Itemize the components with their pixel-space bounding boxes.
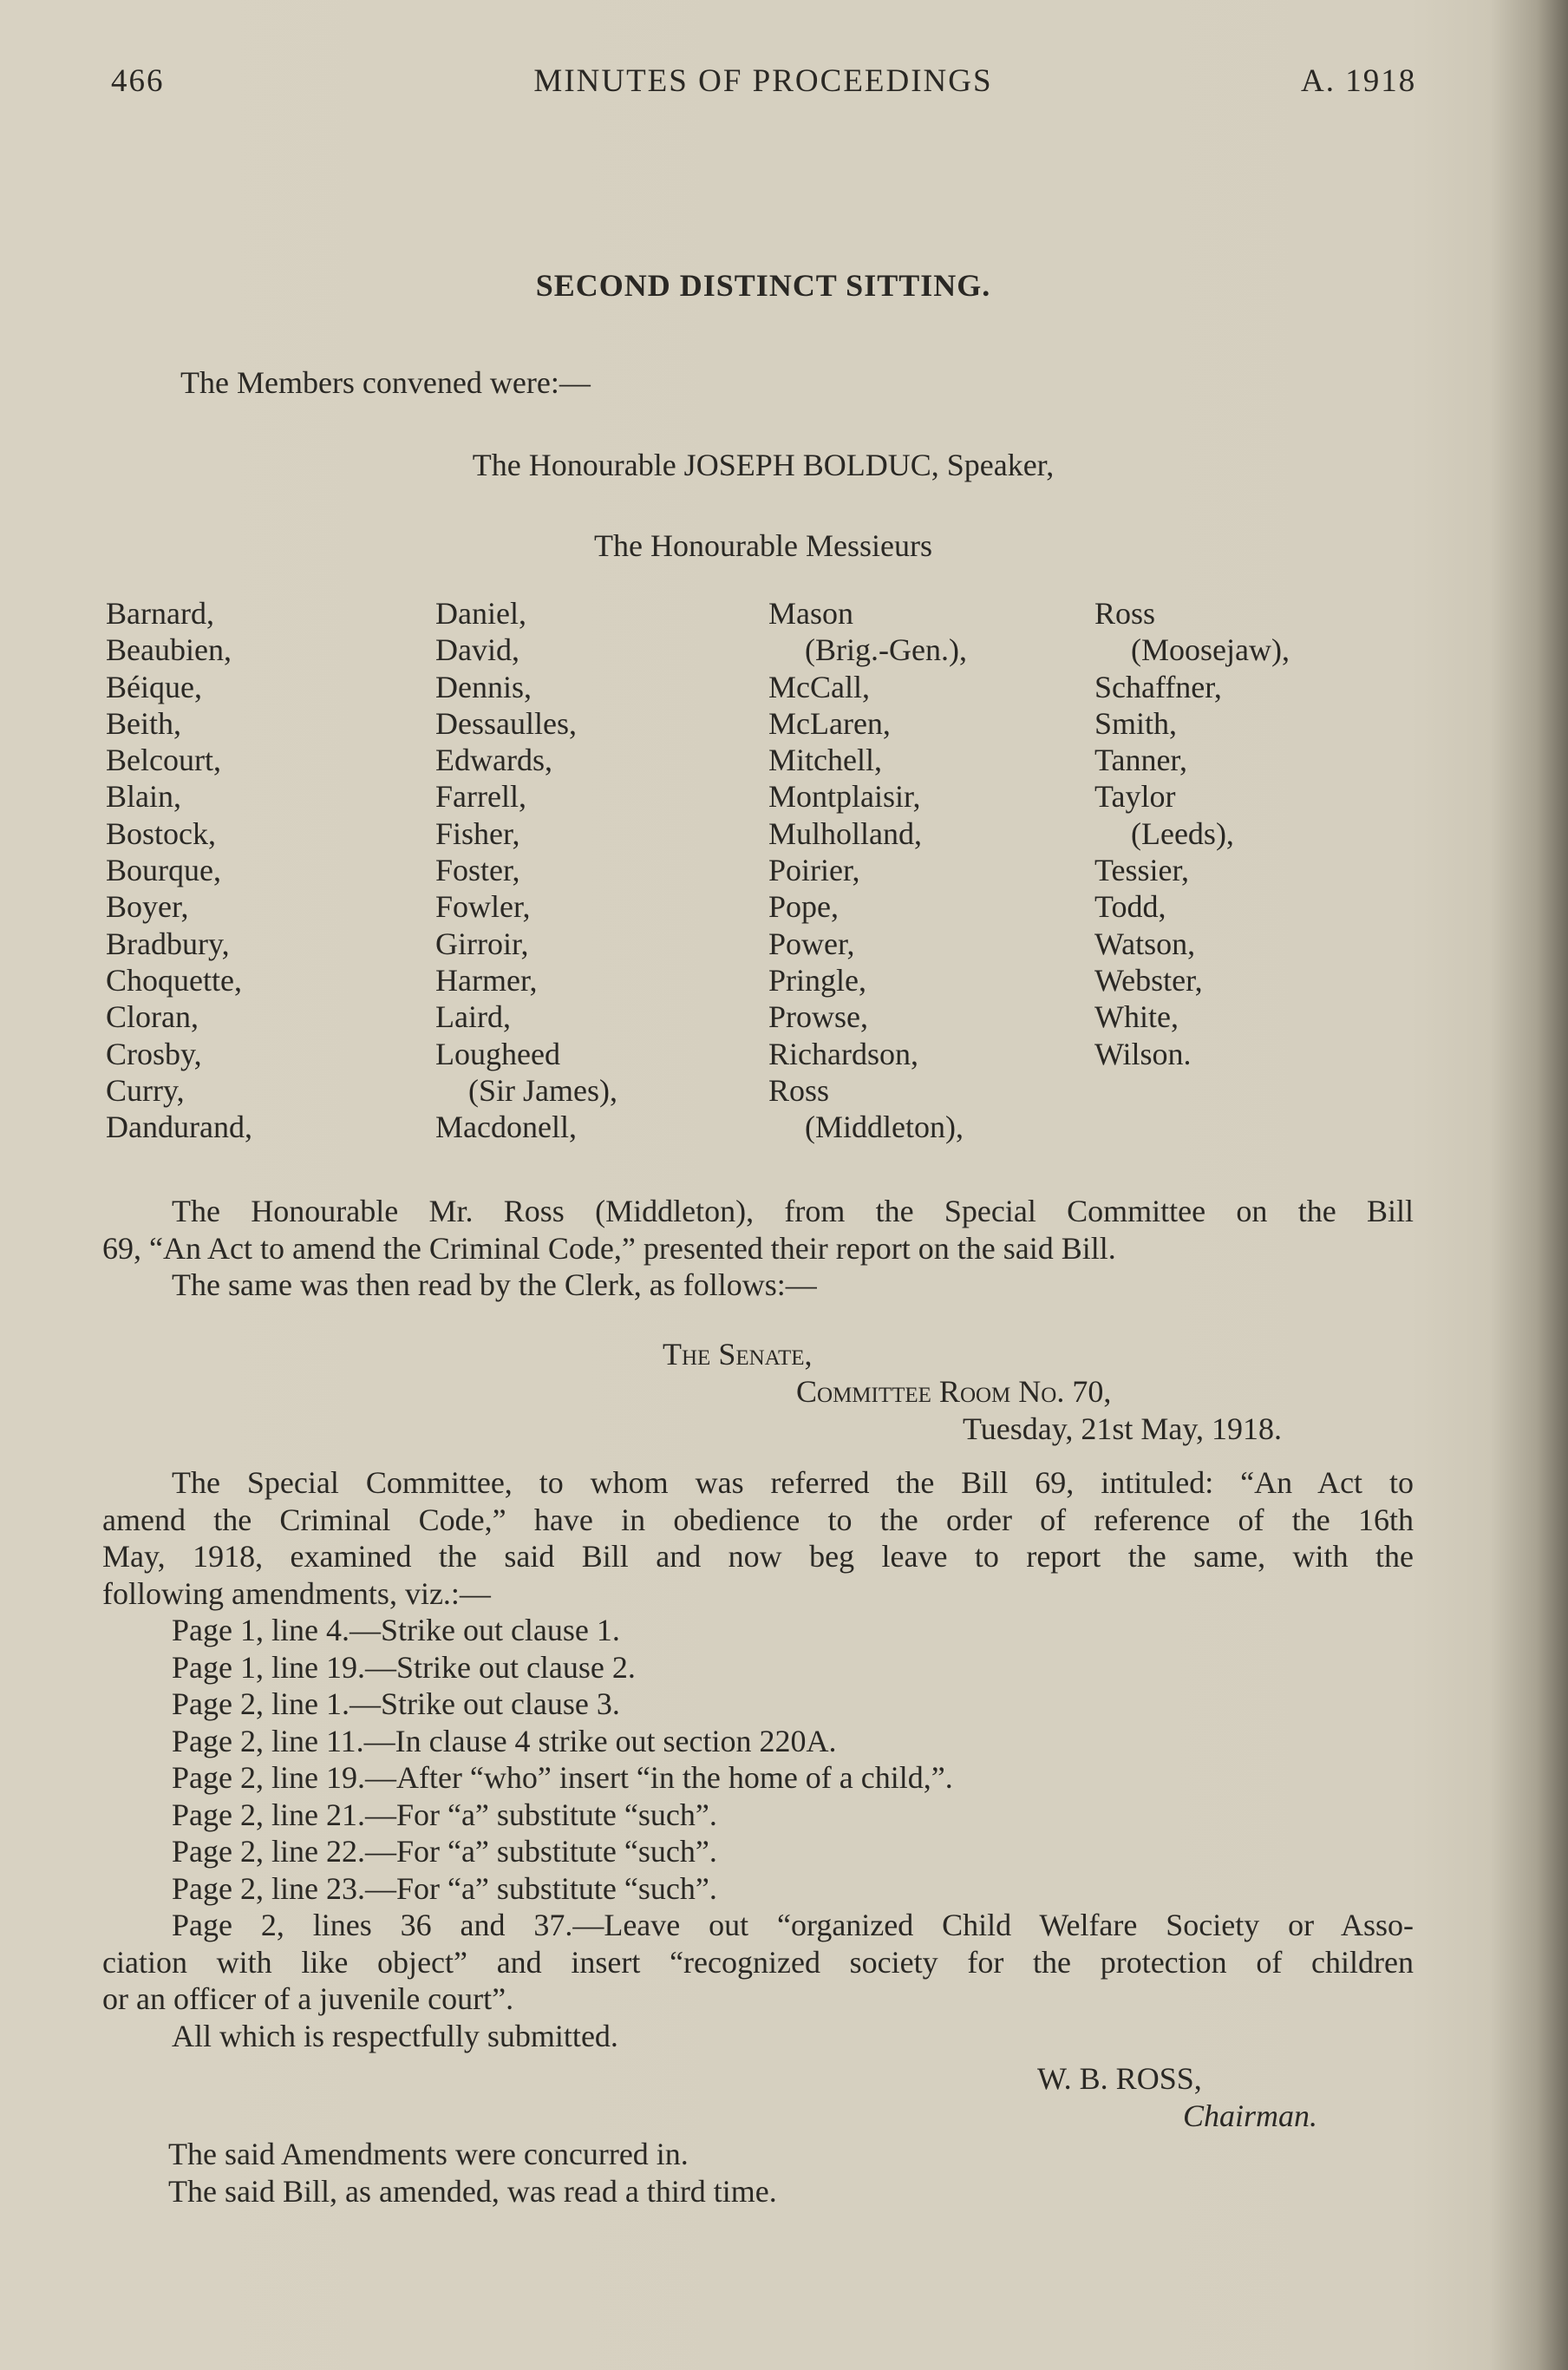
member-name: (Leeds), [1131,815,1234,851]
member-name: Belcourt, [106,743,221,778]
member-name: Tessier, [1094,853,1190,888]
member-name: Barnard, [106,596,214,631]
report-body [102,1464,1414,2054]
member-name: Mason [768,596,853,631]
member-name: Poirier, [768,853,860,888]
address-room: Committee Room No. 70, [796,1374,1112,1409]
member-name: Girroir, [435,926,529,961]
convened-line: The Members convened were:— [180,365,591,400]
member-name: Dennis, [435,669,532,704]
member-name: Harmer, [435,962,538,998]
submitted-line: All which is respectfully submitted. [172,2018,618,2053]
member-name: Fowler, [435,889,531,925]
amendment-item: Page 2, line 19.—After “who” insert “in the home of a child,”. [172,1760,953,1795]
member-name: Richardson, [768,1036,918,1071]
member-name: Beith, [106,705,181,741]
member-name: Choquette, [106,962,242,998]
member-name: Mulholland, [768,815,922,851]
member-name: McCall, [768,669,870,704]
member-name: Dessaulles, [435,705,577,741]
member-name: Blain, [106,779,181,815]
page-number: 466 [111,63,165,99]
intro-line: The same was then read by the Clerk, as follows:— [172,1267,817,1302]
report-line: amend the Criminal Code,” have in obedience to the order of reference of the 16th [102,1502,1414,1537]
member-name: Dandurand, [106,1110,252,1145]
member-name: Daniel, [435,596,526,631]
members-column-4 [1094,595,1290,1072]
header-year: A. 1918 [1301,63,1417,99]
amendment-item: Page 1, line 4.—Strike out clause 1. [172,1613,620,1647]
member-name: Prowse, [768,999,868,1035]
member-name: David, [435,632,519,668]
member-name: Montplaisir, [768,779,921,815]
report-line: following amendments, viz.:— [102,1575,491,1611]
report-intro [102,1193,1414,1304]
member-name: Laird, [435,999,511,1035]
member-name: Tanner, [1094,743,1187,778]
amendment-item: Page 2, line 23.—For “a” substitute “such”. [172,1870,717,1906]
members-column-1 [106,595,252,1145]
member-name: Foster, [435,853,520,888]
member-name: Boyer, [106,889,189,925]
member-name: Ross [768,1072,830,1108]
member-name: White, [1094,999,1179,1035]
member-name: Beaubien, [106,632,232,668]
member-name: Taylor [1094,779,1176,815]
intro-line: The Honourable Mr. Ross (Middleton), from the Special Committee on the Bill [172,1194,1414,1228]
member-name: Watson, [1094,926,1196,961]
closing-line: The said Bill, as amended, was read a third time. [168,2173,777,2209]
member-name: Schaffner, [1094,669,1222,704]
signature-title: Chairman. [1183,2098,1318,2133]
member-name: (Brig.-Gen.), [805,632,967,668]
member-name: (Moosejaw), [1131,632,1290,668]
member-name: McLaren, [768,705,891,741]
amendment-item: Page 2, line 1.—Strike out clause 3. [172,1686,620,1721]
member-name: Macdonell, [435,1110,577,1145]
amendment-item: ciation with like object” and insert “recognized society for the protection of children [102,1944,1414,1980]
member-name: Cloran, [106,999,199,1035]
member-name: Wilson. [1094,1036,1192,1071]
report-line: The Special Committee, to whom was referred the Bill 69, intituled: “An Act to [172,1465,1414,1500]
intro-line: 69, “An Act to amend the Criminal Code,” presented their report on the said Bill. [102,1230,1116,1266]
amendment-item: Page 2, line 22.—For “a” substitute “such”. [172,1834,717,1869]
amendment-item: or an officer of a juvenile court”. [102,1981,514,2016]
sitting-title: SECOND DISTINCT SITTING. [535,268,991,303]
signature-name: W. B. ROSS, [1037,2061,1202,2096]
member-name: Pringle, [768,962,866,998]
running-head: MINUTES OF PROCEEDINGS [533,63,993,99]
member-name: (Sir James), [468,1072,617,1108]
amendment-item: Page 1, line 19.—Strike out clause 2. [172,1649,636,1685]
member-name: Bradbury, [106,926,230,961]
closing-block [102,2136,1414,2210]
speaker-line: The Honourable JOSEPH BOLDUC, Speaker, [472,448,1055,482]
member-name: Farrell, [435,779,526,815]
member-name: Lougheed [435,1036,560,1071]
member-name: Smith, [1094,705,1178,741]
member-name: (Middleton), [805,1110,964,1145]
member-name: Webster, [1094,962,1203,998]
member-name: Edwards, [435,743,552,778]
address-senate: The Senate, [663,1337,813,1372]
member-name: Ross [1094,596,1156,631]
address-date: Tuesday, 21st May, 1918. [963,1411,1283,1446]
member-name: Mitchell, [768,743,882,778]
amendment-item: Page 2, lines 36 and 37.—Leave out “organized Child Welfare Society or Asso- [172,1908,1414,1942]
member-name: Power, [768,926,855,961]
members-column-2 [435,595,617,1145]
closing-line: The said Amendments were concurred in. [168,2137,689,2171]
page-header [0,62,1568,115]
member-name: Béique, [106,669,202,704]
member-name: Pope, [768,889,839,925]
amendment-item: Page 2, line 11.—In clause 4 strike out section 220A. [172,1723,837,1758]
member-name: Crosby, [106,1036,202,1071]
amendment-item: Page 2, line 21.—For “a” substitute “such”. [172,1797,717,1832]
messieurs-line: The Honourable Messieurs [594,528,932,563]
member-name: Curry, [106,1072,185,1108]
member-name: Bourque, [106,853,221,888]
report-line: May, 1918, examined the said Bill and now beg leave to report the same, with the [102,1539,1414,1574]
member-name: Fisher, [435,815,520,851]
members-column-3 [768,595,967,1145]
member-name: Todd, [1094,889,1166,925]
member-name: Bostock, [106,815,217,851]
